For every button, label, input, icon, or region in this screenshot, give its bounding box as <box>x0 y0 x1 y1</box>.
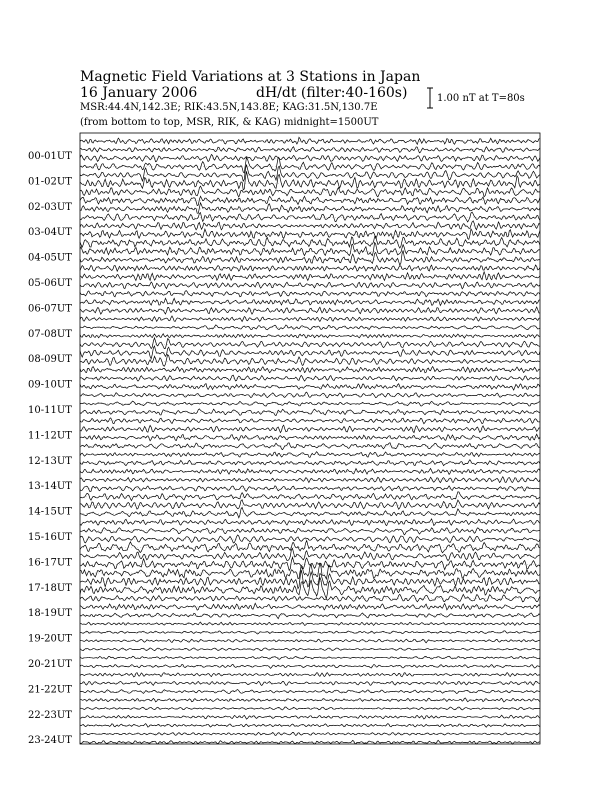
trace-rik <box>80 603 540 610</box>
hour-label: 08-09UT <box>28 354 72 366</box>
trace-kag <box>80 137 540 144</box>
trace-rik <box>80 528 540 535</box>
station-coordinates: MSR:44.4N,142.3E; RIK:43.5N,143.8E; KAG:31.5N,130.7E <box>80 102 378 113</box>
chart-title: Magnetic Field Variations at 3 Stations in Japan <box>80 69 421 85</box>
hour-label: 18-19UT <box>28 608 72 620</box>
trace-msr <box>80 486 540 492</box>
trace-kag <box>80 392 540 398</box>
baseline-grid <box>80 141 540 742</box>
trace-kag <box>80 316 540 322</box>
hour-label: 15-16UT <box>28 532 72 543</box>
trace-msr <box>80 355 540 367</box>
trace-msr <box>80 203 540 214</box>
trace-msr <box>80 507 540 517</box>
hour-label: 23-24UT <box>28 735 72 747</box>
trace-kag <box>80 541 540 553</box>
trace-rik <box>80 548 540 560</box>
hour-label: 21-22UT <box>28 684 72 696</box>
filter-label: dH/dt (filter:40-160s) <box>256 85 408 101</box>
station-order-note: (from bottom to top, MSR, RIK, & KAG) midnight=1500UT <box>80 117 379 128</box>
trace-msr <box>80 460 540 466</box>
hour-label: 14-15UT <box>28 506 72 518</box>
hour-label: 04-05UT <box>28 252 72 264</box>
trace-kag <box>80 236 540 248</box>
trace-kag <box>80 338 540 349</box>
hour-label: 11-12UT <box>28 430 72 442</box>
scale-label: 1.00 nT at T=80s <box>437 93 525 104</box>
hour-label: 00-01UT <box>28 151 72 162</box>
hour-label: 01-02UT <box>28 176 72 188</box>
trace-rik <box>80 346 540 359</box>
hour-labels <box>28 151 72 746</box>
trace-msr <box>80 639 540 643</box>
trace-msr <box>80 577 540 598</box>
hour-label: 13-14UT <box>28 481 72 493</box>
trace-msr <box>80 334 540 338</box>
trace-msr <box>80 434 540 441</box>
trace-kag <box>80 519 540 526</box>
trace-msr <box>80 171 540 189</box>
trace-kag <box>80 594 540 602</box>
trace-kag <box>80 418 540 424</box>
hour-label: 10-11UT <box>28 405 72 416</box>
hour-label: 06-07UT <box>28 303 72 315</box>
hour-label: 22-23UT <box>28 709 72 721</box>
trace-kag <box>80 492 540 501</box>
hour-label: 05-06UT <box>28 278 72 289</box>
trace-rik <box>80 452 540 458</box>
trace-rik <box>80 196 540 205</box>
trace-msr <box>80 155 540 162</box>
trace-msr <box>80 307 540 314</box>
hour-label: 20-21UT <box>28 659 72 670</box>
trace-rik <box>80 477 540 483</box>
trace-rik <box>80 425 540 432</box>
hour-label: 07-08UT <box>28 328 72 340</box>
trace-layer <box>80 137 540 744</box>
trace-rik <box>80 732 540 735</box>
hour-label: 02-03UT <box>28 201 72 213</box>
trace-msr <box>80 282 540 289</box>
hour-label: 09-10UT <box>28 379 72 391</box>
hour-label: 19-20UT <box>28 633 72 645</box>
trace-msr <box>80 613 540 619</box>
scale-bar <box>427 88 433 108</box>
date-label: 16 January 2006 <box>80 85 198 101</box>
trace-rik <box>80 631 540 634</box>
trace-rik <box>80 272 540 281</box>
hour-label: 17-18UT <box>28 582 72 594</box>
trace-msr <box>80 229 540 239</box>
trace-rik <box>80 500 540 510</box>
trace-kag <box>80 186 540 197</box>
trace-rik <box>80 681 540 685</box>
trace-msr <box>80 535 540 543</box>
hour-label: 12-13UT <box>28 455 72 467</box>
hour-label: 03-04UT <box>28 227 72 239</box>
hour-label: 16-17UT <box>28 557 72 569</box>
trace-kag <box>80 212 540 222</box>
